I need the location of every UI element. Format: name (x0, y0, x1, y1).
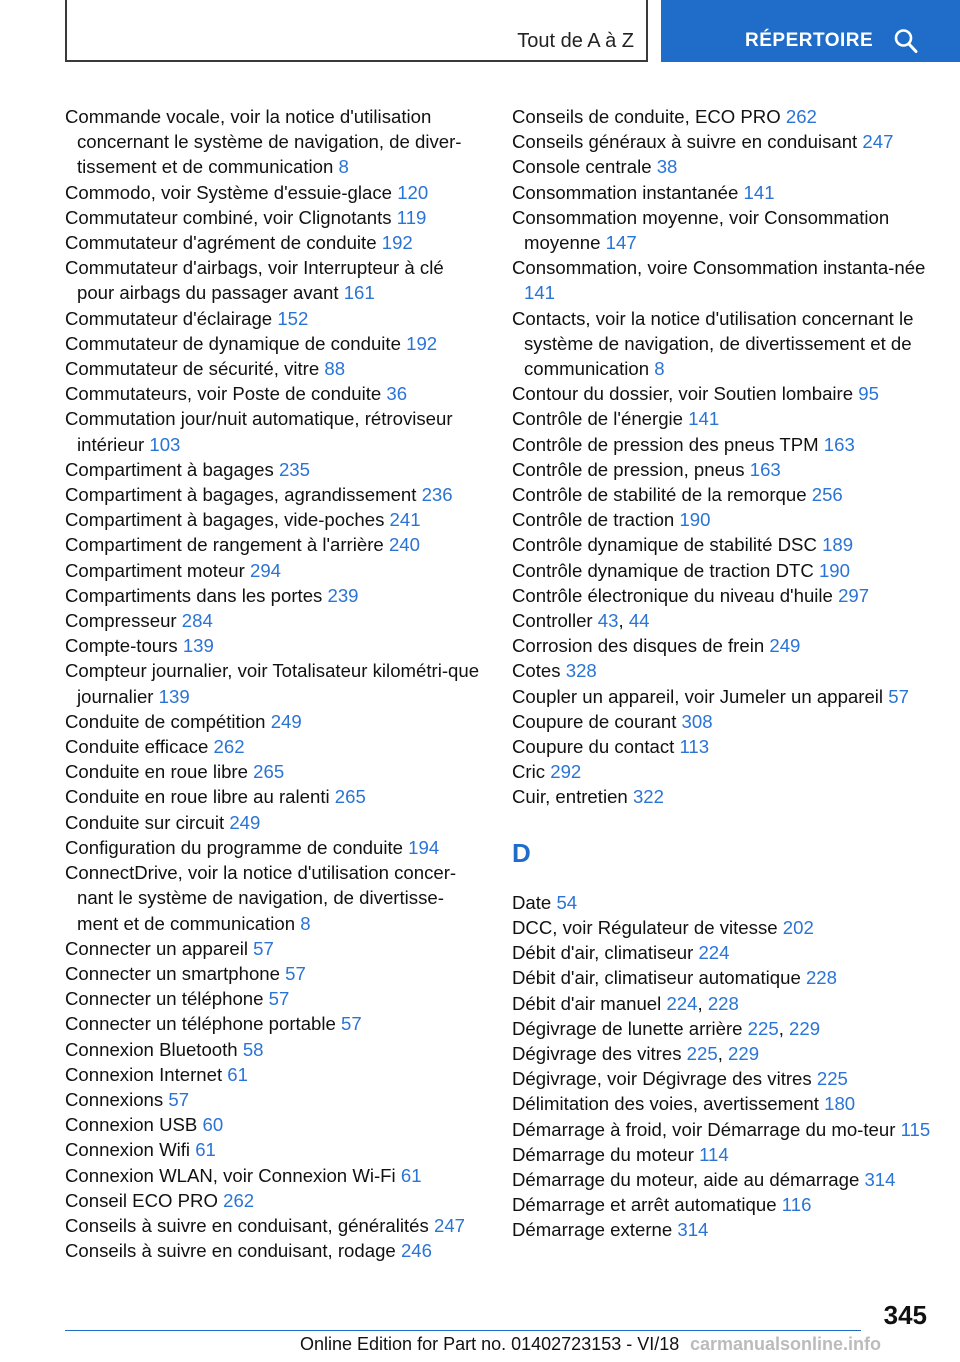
index-entry-text: Commutateurs, voir Poste de conduite (65, 383, 382, 405)
page-link[interactable]: 38 (656, 156, 678, 178)
page-link[interactable]: 163 (823, 433, 855, 455)
page-link[interactable]: 54 (556, 891, 578, 913)
index-entry (512, 965, 932, 990)
page-link[interactable]: 36 (386, 383, 408, 405)
index-entry (512, 784, 932, 809)
index-entry-text: Contrôle de pression des pneus TPM (512, 433, 819, 455)
index-entry-text: Connexion Bluetooth (65, 1038, 238, 1060)
index-entry-text: DCC, voir Régulateur de vitesse (512, 916, 778, 938)
index-entry-text: Contacts, voir la notice d'utilisation concernant le système de navigation, de divertissement et de communication (512, 307, 914, 380)
index-entry (65, 835, 485, 860)
index-entry-text: Coupure de courant (512, 710, 677, 732)
page-link[interactable]: 239 (327, 584, 359, 606)
index-entry (65, 507, 485, 532)
page-link[interactable]: 61 (227, 1063, 248, 1085)
page-link[interactable]: 60 (202, 1114, 224, 1136)
index-entry (65, 1188, 485, 1213)
index-entry (65, 230, 485, 255)
index-entry: Débit d'air manuel 224, 228 (512, 992, 739, 1014)
index-entry-text: Commutateur combiné, voir Clignotants (65, 206, 392, 228)
page-link[interactable]: 57 (253, 937, 274, 959)
index-entry-text: Connecter un téléphone portable (65, 1013, 336, 1035)
page-link[interactable]: 88 (324, 358, 346, 380)
index-entry (65, 1112, 485, 1137)
page-link[interactable]: 256 (811, 484, 843, 506)
page-link[interactable]: 192 (406, 332, 438, 354)
index-entry-text: Démarrage externe (512, 1219, 673, 1241)
page-link[interactable]: 308 (681, 710, 713, 732)
index-entry-text: Contour du dossier, voir Soutien lombaire (512, 383, 854, 405)
page-link[interactable]: 235 (278, 458, 310, 480)
index-entry-text: Corrosion des disques de frein (512, 635, 765, 657)
index-entry-text: Connecter un appareil (65, 937, 248, 959)
page-link[interactable]: 120 (397, 181, 429, 203)
index-entry (512, 1066, 932, 1091)
search-icon[interactable] (894, 28, 918, 54)
page-link[interactable]: 262 (213, 736, 245, 758)
index-entry-text: Commutateur de sécurité, vitre (65, 358, 320, 380)
index-entry-text: Compte-tours (65, 635, 178, 657)
page-link[interactable]: 57 (168, 1088, 190, 1110)
index-entry-text: Connexion Internet (65, 1063, 223, 1085)
index-entry (512, 583, 932, 608)
index-entry (65, 961, 485, 986)
page-link[interactable]: 190 (818, 559, 850, 581)
page-link[interactable]: 249 (270, 710, 302, 732)
index-entry-text: Conseils à suivre en conduisant, généralités (65, 1214, 429, 1236)
page-link[interactable]: 224 (698, 942, 730, 964)
index-entry (65, 936, 485, 961)
index-entry (512, 759, 932, 784)
page-link[interactable]: 241 (389, 509, 421, 531)
index-entry-text: Commutateur d'agrément de conduite (65, 232, 377, 254)
index-entry-text: Compartiments dans les portes (65, 584, 323, 606)
index-entry (65, 331, 485, 356)
footer-divider (65, 1330, 861, 1331)
page-link[interactable]: 225 (747, 1017, 779, 1039)
page-link[interactable]: 246 (400, 1240, 432, 1262)
index-entry (65, 306, 485, 331)
index-entry-text: Compartiment moteur (65, 559, 245, 581)
page-link[interactable]: 297 (838, 584, 870, 606)
index-entry (512, 915, 932, 940)
page-link[interactable]: 229 (789, 1017, 821, 1039)
page-link[interactable]: 8 (300, 912, 311, 934)
page-link[interactable]: 57 (341, 1013, 362, 1035)
index-entry (512, 558, 932, 583)
page-link[interactable]: 265 (253, 761, 285, 783)
index-entry (512, 1217, 932, 1242)
index-entry-text: Coupure du contact (512, 736, 675, 758)
index-entry-text: Connecter un smartphone (65, 962, 280, 984)
index-entry-text: ConnectDrive, voir la notice d'utilisation concer-nant le système de navigation, de divertisse-ment et de communication (65, 862, 457, 934)
page-link[interactable]: 228 (707, 992, 739, 1014)
index-entry (65, 1087, 485, 1112)
index-entry-text: Commutation jour/nuit automatique, rétroviseur intérieur (65, 408, 453, 455)
page-link[interactable]: 284 (181, 610, 213, 632)
tab-directory[interactable] (661, 0, 960, 62)
index-entry-text: Contrôle dynamique de stabilité DSC (512, 534, 817, 556)
index-entry-text: Consommation, voire Consommation instanta-née (512, 257, 926, 279)
index-entry-text: Compteur journalier, voir Totalisateur kilométri-que journalier (65, 660, 480, 707)
index-entry (65, 205, 485, 230)
index-entry (65, 558, 485, 583)
index-entry-text: Connexion USB (65, 1114, 198, 1136)
index-entry (65, 734, 485, 759)
index-entry-text: Contrôle de l'énergie (512, 408, 684, 430)
page-link[interactable]: 192 (381, 232, 413, 254)
index-entry (65, 1137, 485, 1162)
index-entry (65, 104, 485, 180)
page-link[interactable]: 152 (277, 307, 309, 329)
section-letter-d: D (512, 837, 531, 868)
page-link[interactable]: 314 (864, 1168, 896, 1190)
page-link[interactable]: 265 (334, 786, 366, 808)
index-entry-text: Démarrage du moteur (512, 1143, 694, 1165)
page-link[interactable]: 141 (688, 408, 720, 430)
index-entry (65, 583, 485, 608)
index-entry-text: Démarrage et arrêt automatique (512, 1194, 777, 1216)
index-entry (65, 1011, 485, 1036)
index-column-right (512, 104, 932, 1243)
index-entry-text: Conduite efficace (65, 736, 209, 758)
index-entry (512, 129, 932, 154)
index-entry-text: Conduite en roue libre au ralenti (65, 786, 330, 808)
page-link[interactable]: 163 (749, 458, 781, 480)
index-entry (65, 986, 485, 1011)
index-entry-text: Conduite sur circuit (65, 811, 225, 833)
index-entry-text: Dégivrage, voir Dégivrage des vitres (512, 1068, 812, 1090)
page-link[interactable]: 57 (888, 685, 909, 707)
index-entry (512, 1091, 932, 1116)
page-link[interactable]: 180 (824, 1093, 856, 1115)
index-entry-text: Compartiment à bagages, vide-poches (65, 509, 385, 531)
index-entry (512, 1192, 932, 1217)
index-column-left (65, 104, 485, 1263)
page-link[interactable]: 95 (858, 383, 879, 405)
page-link[interactable]: 189 (822, 534, 854, 556)
index-entry (512, 255, 932, 305)
index-entry-text: Commutateur d'airbags, voir Interrupteur à clé pour airbags du passager avant (65, 257, 444, 304)
index-entry (512, 1167, 932, 1192)
index-entry-text: Cuir, entretien (512, 786, 628, 808)
index-entry-text: Conduite en roue libre (65, 761, 248, 783)
page-link[interactable]: 58 (242, 1038, 264, 1060)
page-link[interactable]: 139 (182, 635, 214, 657)
index-entry (512, 1117, 932, 1142)
index-entry (512, 940, 932, 965)
page-link[interactable]: 228 (805, 967, 837, 989)
page-link[interactable]: 61 (400, 1164, 422, 1186)
tab-directory-label: RÉPERTOIRE (745, 30, 874, 51)
page-link[interactable]: 236 (421, 484, 453, 506)
index-entry-text: Contrôle de pression, pneus (512, 458, 745, 480)
page-link[interactable]: 202 (782, 916, 814, 938)
page-link[interactable]: 224 (666, 992, 698, 1014)
page-link[interactable]: 115 (900, 1118, 931, 1140)
index-entry-text: Dégivrage des vitres (512, 1042, 682, 1064)
index-entry (512, 1142, 932, 1167)
index-entry-text: Contrôle de traction (512, 509, 675, 531)
index-entry-text: Débit d'air manuel (512, 992, 662, 1014)
page-link[interactable]: 194 (408, 836, 440, 858)
index-entry-text: Conduite de compétition (65, 710, 266, 732)
page-link[interactable]: 262 (223, 1189, 255, 1211)
index-entry-text: Compartiment à bagages, agrandissement (65, 484, 417, 506)
tab-index-a-z-label: Tout de A à Z (517, 30, 634, 52)
index-entry (512, 658, 932, 683)
index-entry-text: Contrôle électronique du niveau d'huile (512, 584, 833, 606)
tab-index-a-z[interactable] (65, 0, 648, 62)
index-entry (65, 356, 485, 381)
page-link[interactable]: 161 (343, 282, 375, 304)
page-link[interactable]: 225 (686, 1042, 718, 1064)
watermark: carmanualsonline.info (690, 1334, 882, 1354)
index-entry (512, 457, 932, 482)
index-entry (65, 1213, 485, 1238)
index-entry (512, 104, 932, 129)
index-entry-text: Commutateur de dynamique de conduite (65, 332, 401, 354)
page-link[interactable]: 292 (550, 761, 582, 783)
index-entry-text: Conseils généraux à suivre en conduisant (512, 131, 858, 153)
index-entry (512, 633, 932, 658)
index-entry-text: Compartiment à bagages (65, 458, 274, 480)
page-link[interactable]: 294 (249, 559, 282, 581)
index-entry-text: Compresseur (65, 610, 177, 632)
index-entry-text: Délimitation des voies, avertissement (512, 1093, 819, 1115)
page-link[interactable]: 139 (158, 685, 190, 707)
index-entry-text: Démarrage du moteur, aide au démarrage (512, 1168, 860, 1190)
index-entry (512, 432, 932, 457)
page-link[interactable]: 249 (769, 635, 801, 657)
index-entry-text: Consommation moyenne, voir Consommation moyenne (512, 206, 890, 254)
index-entry (65, 709, 485, 734)
page-link[interactable]: 314 (677, 1219, 709, 1241)
index-entry-text: Commodo, voir Système d'essuie-glace (65, 181, 393, 203)
index-entry (65, 457, 485, 482)
index-entry (512, 532, 932, 557)
index-entry (512, 890, 932, 915)
page-link[interactable]: 57 (268, 988, 290, 1010)
index-entry-text: Configuration du programme de conduite (65, 836, 403, 858)
page-link[interactable]: 328 (565, 660, 597, 682)
page-link[interactable]: 322 (632, 786, 664, 808)
index-entry-text: Connecter un téléphone (65, 988, 264, 1010)
index-entry (65, 1163, 485, 1188)
index-entry-text: Commande vocale, voir la notice d'utilisation concernant le système de navigation, de diver-tissement et de communication (65, 106, 462, 178)
index-entry-text: Compartiment de rangement à l'arrière (65, 534, 384, 556)
index-entry (512, 734, 932, 759)
index-entry (512, 306, 932, 382)
page-link[interactable]: 247 (862, 131, 894, 153)
page-number: 345 (883, 1300, 927, 1330)
page-link[interactable]: 225 (816, 1068, 848, 1090)
index-entry (65, 482, 485, 507)
index-entry (65, 633, 485, 658)
index-entry-text: Débit d'air, climatiseur automatique (512, 967, 801, 989)
index-entry (512, 381, 932, 406)
index-entry: Dégivrage de lunette arrière 225, 229 (512, 1017, 821, 1039)
index-entry-text: Débit d'air, climatiseur (512, 942, 694, 964)
index-entry (512, 684, 932, 709)
page-link[interactable]: 262 (785, 106, 817, 127)
index-entry-text: Connexion WLAN, voir Connexion Wi-Fi (65, 1164, 396, 1186)
edition-note: Online Edition for Part no. 01402723153 - VI/18 (300, 1334, 680, 1354)
page-link[interactable]: 57 (285, 962, 306, 984)
page-link[interactable]: 43 (597, 610, 619, 632)
index-entry (65, 255, 485, 305)
index-entry-text: Console centrale (512, 156, 652, 178)
index-entry-text: Conseils de conduite, ECO PRO (512, 106, 781, 127)
index-entry (512, 406, 932, 431)
index-entry-text: Connexions (65, 1088, 164, 1110)
index-entry-text: Controller (512, 610, 593, 632)
page-link[interactable]: 141 (743, 181, 775, 203)
index-entry-text: Commutateur d'éclairage (65, 307, 273, 329)
page-link[interactable]: 229 (728, 1042, 760, 1064)
index-entry (65, 658, 485, 708)
index-entry-text: Cric (512, 761, 546, 783)
page-link[interactable]: 190 (679, 509, 711, 531)
index-entry-text: Contrôle de stabilité de la remorque (512, 484, 807, 506)
page-link[interactable]: 61 (195, 1139, 216, 1161)
index-entry (65, 608, 485, 633)
index-entry (512, 507, 932, 532)
index-entry-text: Démarrage à froid, voir Démarrage du mo-teur (512, 1118, 896, 1140)
index-entry-text: Date (512, 891, 552, 913)
index-entry (65, 381, 485, 406)
page-link[interactable]: 44 (628, 610, 650, 632)
index-entry-text: Connexion Wifi (65, 1139, 191, 1161)
index-entry (512, 205, 932, 255)
index-entry-text: Consommation instantanée (512, 181, 739, 203)
index-entry (512, 180, 932, 205)
page-link[interactable]: 119 (396, 206, 427, 228)
page-link[interactable]: 8 (338, 156, 349, 178)
index-entry: Controller 43, 44 (512, 610, 650, 632)
index-entry-text: Conseils à suivre en conduisant, rodage (65, 1240, 396, 1262)
index-entry (65, 1062, 485, 1087)
page-link[interactable]: 247 (434, 1214, 466, 1236)
index-entry (512, 709, 932, 734)
index-entry (65, 532, 485, 557)
index-entry (65, 784, 485, 809)
page-link[interactable]: 114 (699, 1143, 729, 1165)
index-entry (512, 482, 932, 507)
index-entry: Dégivrage des vitres 225, 229 (512, 1042, 760, 1064)
page-link[interactable]: 116 (781, 1194, 812, 1216)
page-link[interactable]: 113 (679, 736, 710, 758)
index-entry-text: Dégivrage de lunette arrière (512, 1017, 743, 1039)
page-link[interactable]: 240 (388, 534, 420, 556)
index-entry (512, 154, 932, 179)
index-entry (65, 180, 485, 205)
page-link[interactable]: 249 (229, 811, 261, 833)
index-entry (65, 759, 485, 784)
index-entry-text: Cotes (512, 660, 561, 682)
index-entry-text: Contrôle dynamique de traction DTC (512, 559, 814, 581)
index-entry-text: Coupler un appareil, voir Jumeler un appareil (512, 685, 884, 707)
index-entry (65, 1037, 485, 1062)
index-entry-text: Conseil ECO PRO (65, 1189, 218, 1211)
index-entry (65, 1238, 485, 1263)
page-link[interactable]: 147 (605, 232, 637, 254)
index-entry (65, 406, 485, 456)
page-link[interactable]: 103 (149, 433, 181, 455)
page-link[interactable]: 8 (654, 358, 665, 380)
page-link[interactable]: 141 (524, 282, 556, 304)
index-entry (65, 810, 485, 835)
index-entry (65, 860, 485, 936)
